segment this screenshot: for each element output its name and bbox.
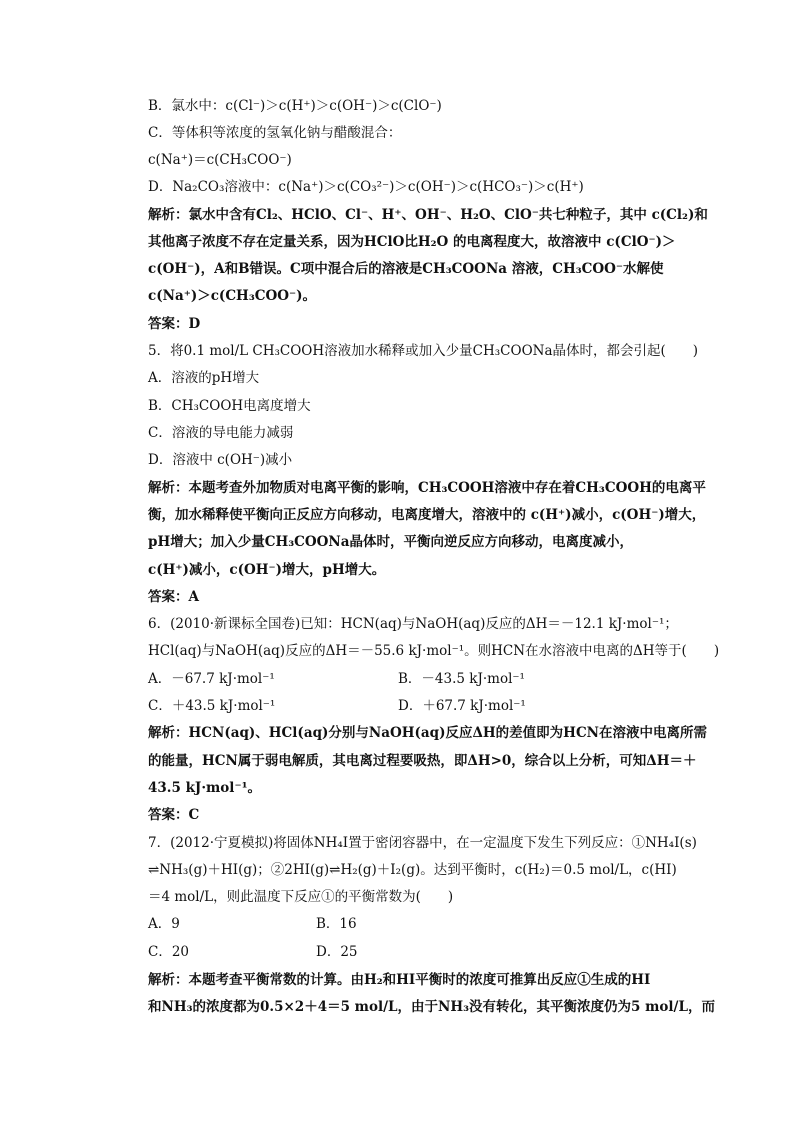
option-d-line: D．＋67.7 kJ·mol⁻¹ [398,698,526,714]
option-c-cont-line: c(Na⁺)＝c(CH₃COO⁻) [148,152,292,168]
analysis-line: 解析：氯水中含有Cl₂、HClO、Cl⁻、H⁺、OH⁻、H₂O、ClO⁻共七种粒子，其中 c(Cl₂)和 [148,207,708,223]
question-7-line: 7．(2012·宁夏模拟)将固体NH₄I置于密闭容器中，在一定温度下发生下列反应：①NH₄I(s) [148,835,697,851]
analysis-line: c(OH⁻)，A和B错误。C项中混合后的溶液是CH₃COONa 溶液，CH₃COO⁻水解使 [148,261,664,277]
analysis-line: 和NH₃的浓度都为0.5×2＋4＝5 mol/L，由于NH₃没有转化，其平衡浓度仍为5 mol/L，而 [148,999,715,1015]
analysis-line: 其他离子浓度不存在定量关系，因为HClO比H₂O 的电离程度大，故溶液中 c(ClO⁻)＞ [148,234,676,250]
option-d-line: D．溶液中 c(OH⁻)减小 [148,452,293,468]
answer-line: 答案：C [148,807,200,823]
analysis-line: 解析：HCN(aq)、HCl(aq)分别与NaOH(aq)反应ΔH的差值即为HCN在溶液中电离所需 [148,725,708,741]
question-7-cont-line: ＝4 mol/L，则此温度下反应①的平衡常数为( ) [148,889,454,905]
option-a-line: A．溶液的pH增大 [148,370,260,386]
analysis-line: pH增大；加入少量CH₃COONa晶体时，平衡向逆反应方向移动，电离度减小， [148,534,633,550]
question-6-cont-line: HCl(aq)与NaOH(aq)反应的ΔH＝－55.6 kJ·mol⁻¹。则HCN在水溶液中电离的ΔH等于( ) [148,643,720,659]
option-d-line: D．Na₂CO₃溶液中：c(Na⁺)＞c(CO₃²⁻)＞c(OH⁻)＞c(HCO₃⁻)＞c(H⁺) [148,179,584,195]
option-b-line: B．－43.5 kJ·mol⁻¹ [398,671,525,687]
answer-line: 答案：D [148,316,201,332]
analysis-line: c(Na⁺)＞c(CH₃COO⁻)。 [148,288,317,304]
analysis-line: 解析：本题考查外加物质对电离平衡的影响，CH₃COOH溶液中存在着CH₃COOH的电离平 [148,480,706,496]
option-d-line: D．25 [316,944,358,960]
analysis-line: c(H⁺)减小，c(OH⁻)增大，pH增大。 [148,562,386,578]
option-a-line: A．9 [148,916,180,932]
option-c-line: C．等体积等浓度的氢氧化钠与醋酸混合： [148,125,402,141]
answer-line: 答案：A [148,589,199,605]
option-c-line: C．＋43.5 kJ·mol⁻¹ [148,698,276,714]
option-a-line: A．－67.7 kJ·mol⁻¹ [148,671,275,687]
question-6-line: 6．(2010·新课标全国卷)已知：HCN(aq)与NaOH(aq)反应的ΔH＝－12.1 kJ·mol⁻¹； [148,616,678,632]
option-b-line: B．16 [316,916,357,932]
option-c-line: C．20 [148,944,190,960]
option-b-line: B．CH₃COOH电离度增大 [148,398,311,414]
option-c-line: C．溶液的导电能力减弱 [148,425,294,441]
analysis-line: 的能量，HCN属于弱电解质，其电离过程要吸热，即ΔH>0，综合以上分析，可知ΔH＝＋ [148,753,697,769]
question-5-line: 5．将0.1 mol/L CH₃COOH溶液加水稀释或加入少量CH₃COONa晶体时，都会引起( ) [148,343,699,359]
analysis-line: 解析：本题考查平衡常数的计算。由H₂和HI平衡时的浓度可推算出反应①生成的HI [148,972,651,988]
analysis-line: 43.5 kJ·mol⁻¹。 [148,780,261,796]
analysis-line: 衡，加水稀释使平衡向正反应方向移动，电离度增大，溶液中的 c(H⁺)减小，c(OH⁻)增大， [148,507,706,523]
question-7-cont-line: ⇌NH₃(g)＋HI(g)；②2HI(g)⇌H₂(g)＋I₂(g)。达到平衡时，c(H₂)＝0.5 mol/L，c(HI) [148,862,677,878]
option-b-line: B．氯水中：c(Cl⁻)＞c(H⁺)＞c(OH⁻)＞c(ClO⁻) [148,98,442,114]
